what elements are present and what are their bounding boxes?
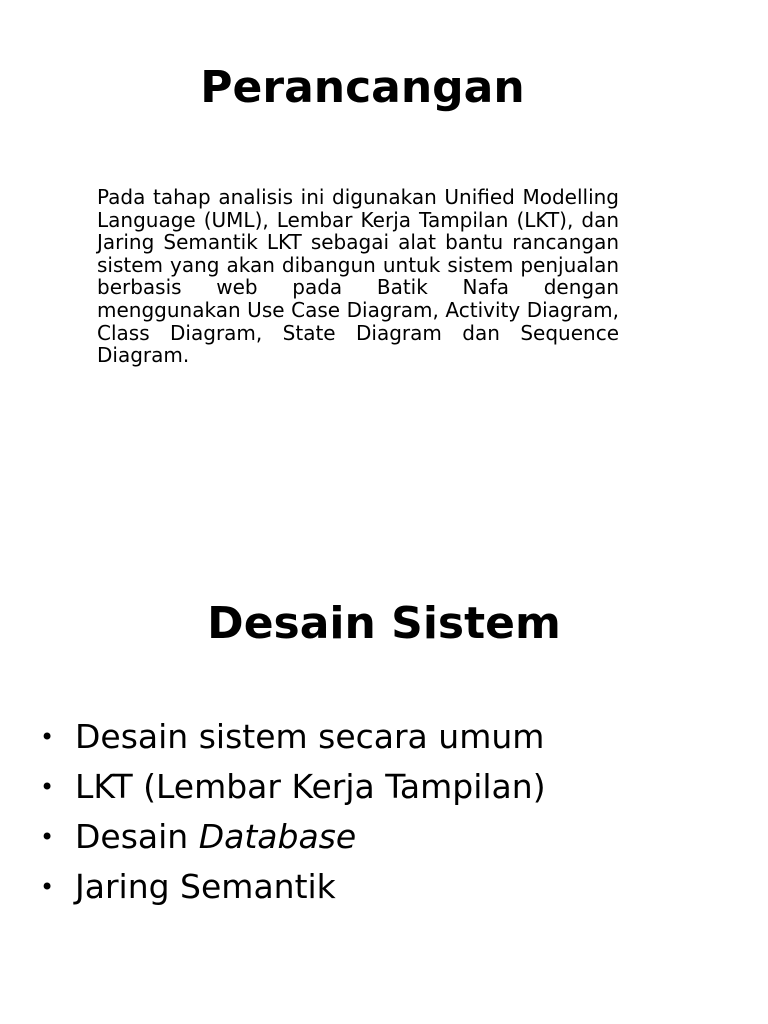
bullet-item <box>40 812 546 862</box>
bullet-text: LKT (Lembar Kerja Tampilan) <box>75 767 546 806</box>
bullet-text-italic: Database <box>198 817 357 856</box>
bullet-list <box>40 712 546 912</box>
bullet-dot-icon: • <box>40 873 55 901</box>
bullet-item <box>40 862 546 912</box>
bullet-dot-icon: • <box>40 773 55 801</box>
body-paragraph: Pada tahap analisis ini digunakan Unified Modelling Language (UML), Lembar Kerja Tampilan (LKT), dan Jaring Semantik LKT sebagai alat bantu rancangan sistem yang akan dibangun untuk sistem penjualan berbasis web pada Batik Nafa dengan menggunakan Use Case Diagram, Activity Diagram, Class Diagram, State Diagram dan Sequence Diagram. <box>97 185 619 368</box>
bullet-item <box>40 712 546 762</box>
bullet-text: Desain <box>75 817 199 856</box>
bullet-text: Jaring Semantik <box>75 867 336 906</box>
bullet-dot-icon: • <box>40 823 55 851</box>
bullet-dot-icon: • <box>40 723 55 751</box>
slide-title-desain-sistem: Desain Sistem <box>207 598 561 649</box>
bullet-item <box>40 762 546 812</box>
bullet-text: Desain sistem secara umum <box>75 717 545 756</box>
slide-title-perancangan: Perancangan <box>200 62 525 113</box>
